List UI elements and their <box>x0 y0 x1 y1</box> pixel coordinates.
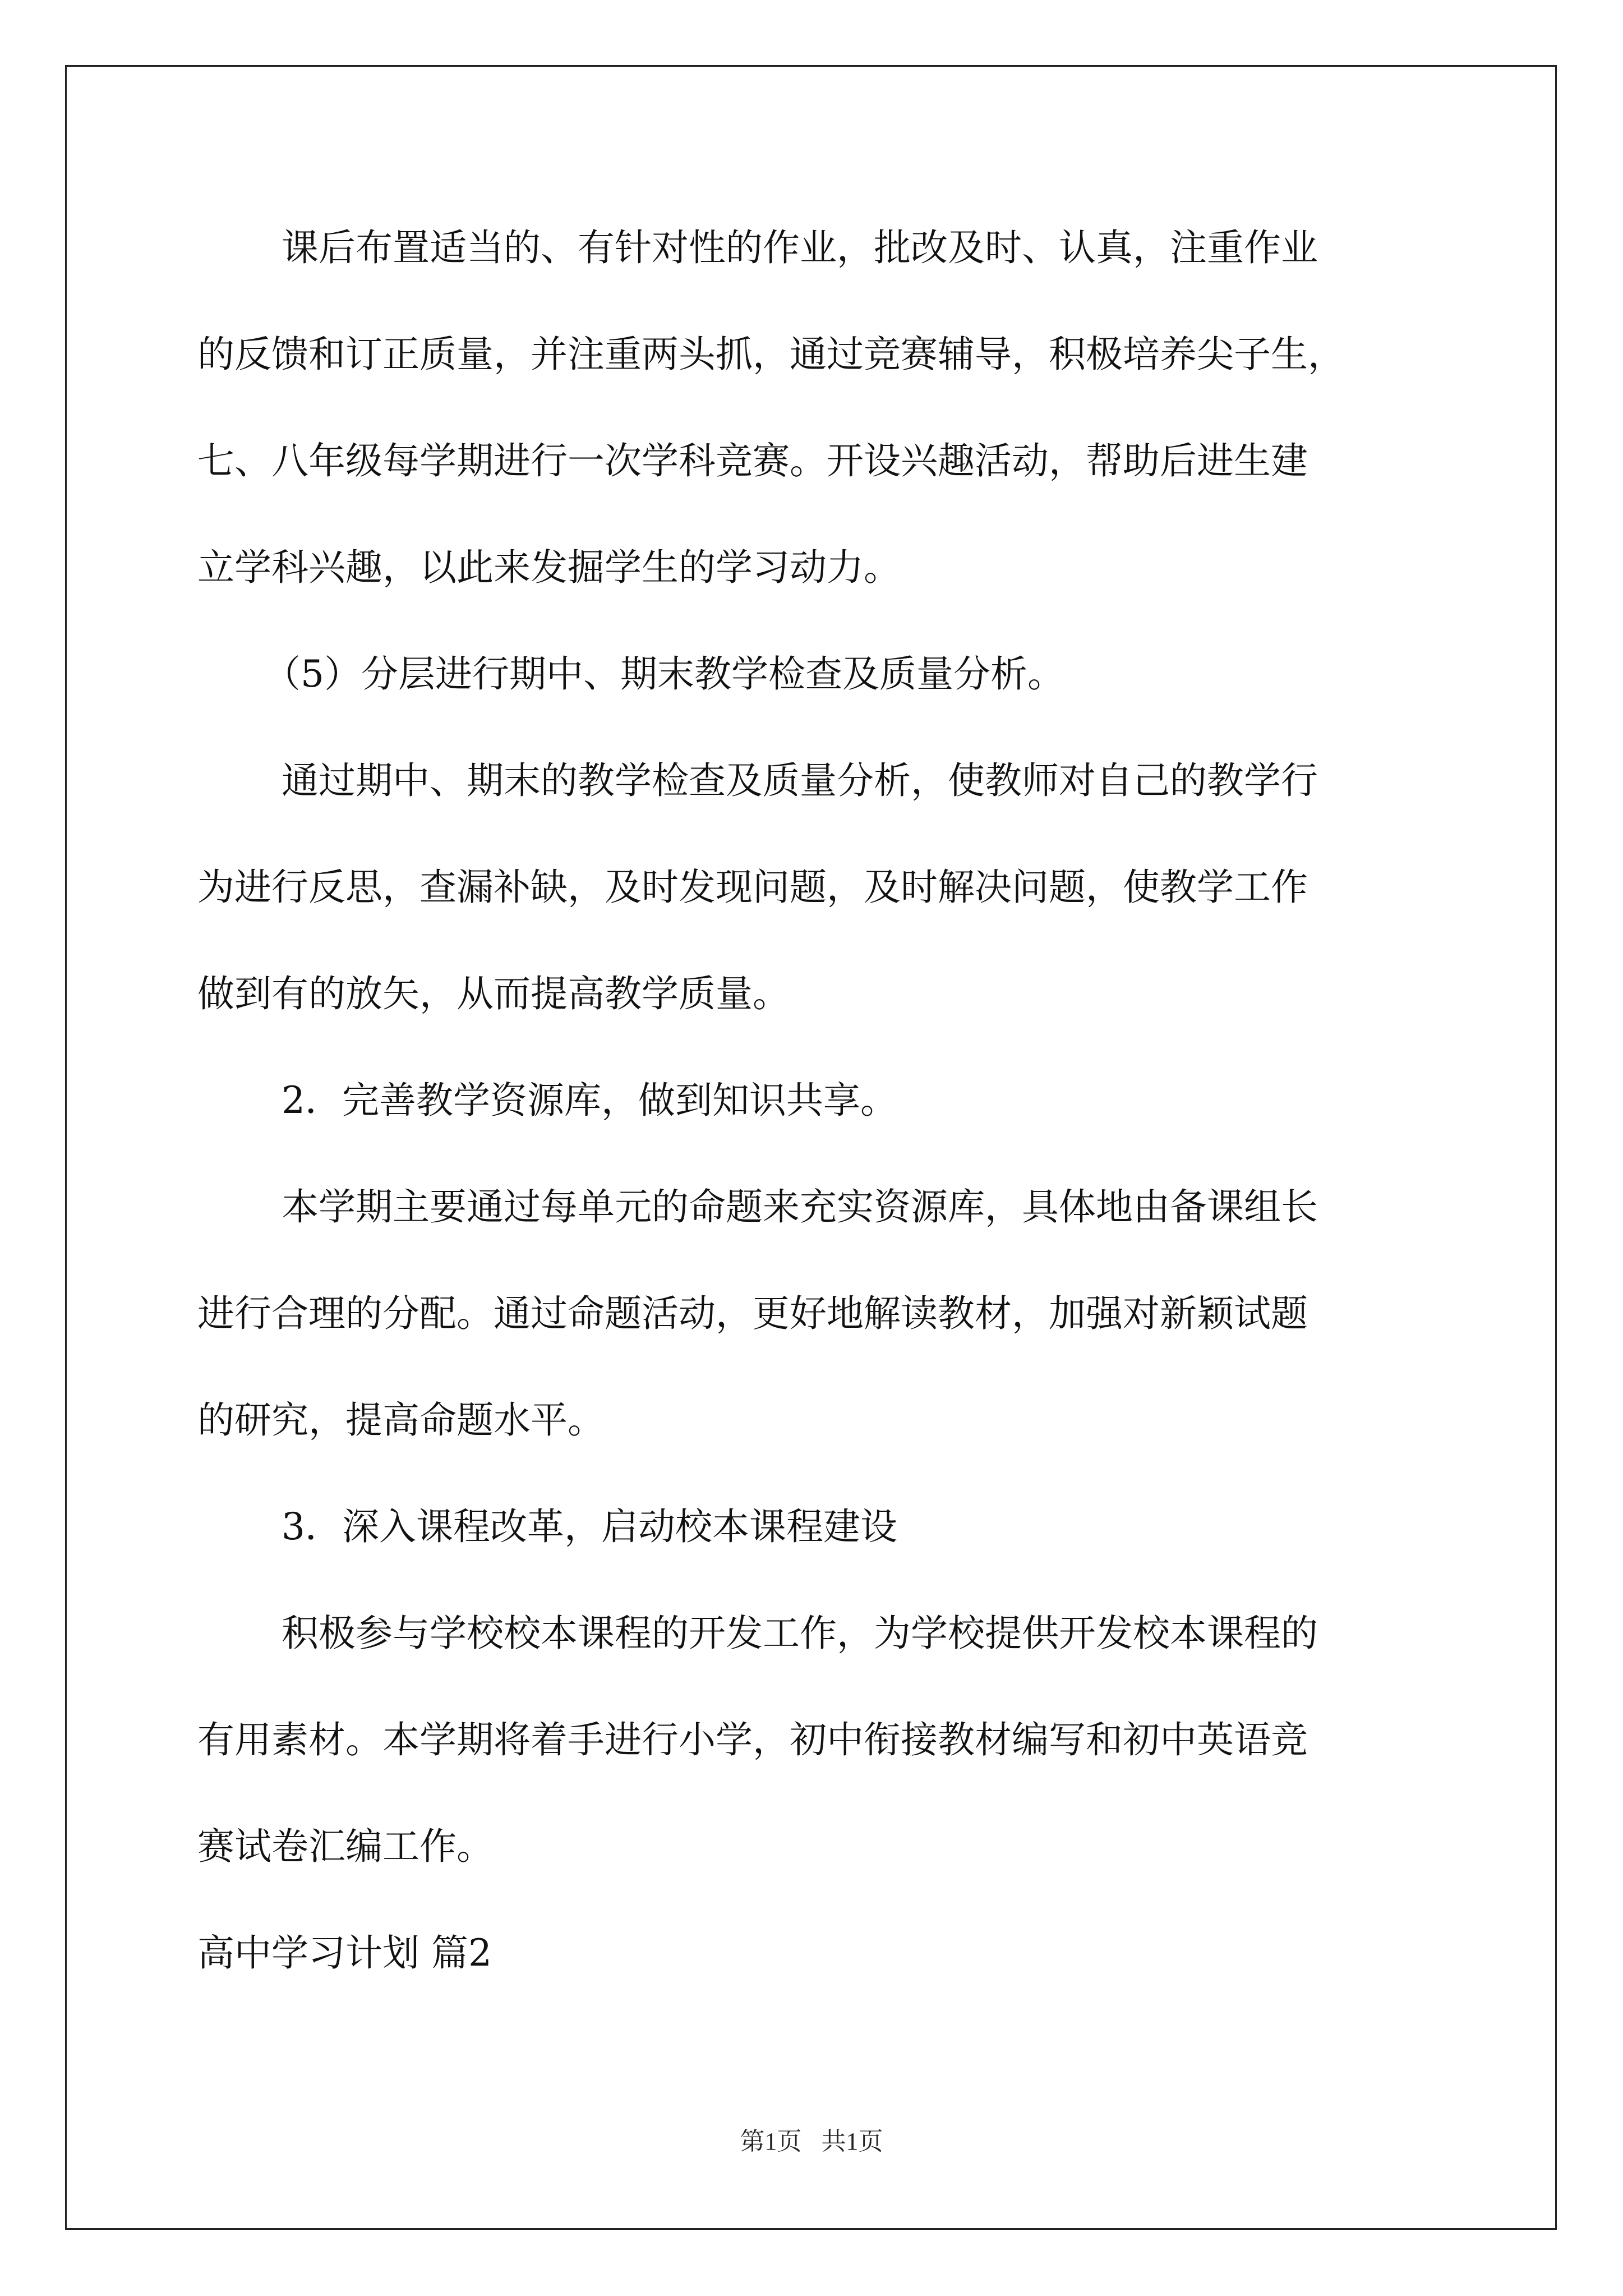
page-footer <box>0 2125 1623 2159</box>
document-heading: 高中学习计划 篇2 <box>197 1931 492 1975</box>
page-border <box>65 65 1557 2230</box>
section-heading: 2．完善教学资源库，做到知识共享。 <box>282 1079 897 1122</box>
paragraph-line: 积极参与学校校本课程的开发工作，为学校提供开发校本课程的 <box>282 1612 1318 1655</box>
paragraph-line: 进行合理的分配。通过命题活动，更好地解读教材，加强对新颖试题 <box>197 1292 1308 1335</box>
paragraph-line: 做到有的放矢，从而提高教学质量。 <box>197 972 790 1015</box>
paragraph-line: 有用素材。本学期将着手进行小学，初中衔接教材编写和初中英语竞 <box>197 1718 1308 1761</box>
paragraph-line: 通过期中、期末的教学检查及质量分析，使教师对自己的教学行 <box>282 759 1318 802</box>
paragraph-line: 赛试卷汇编工作。 <box>197 1825 494 1868</box>
paragraph-line: 课后布置适当的、有针对性的作业，批改及时、认真，注重作业 <box>282 226 1318 269</box>
paragraph-line: 的研究，提高命题水平。 <box>197 1398 605 1442</box>
paragraph-line: 七、八年级每学期进行一次学科竞赛。开设兴趣活动，帮助后进生建 <box>197 439 1308 482</box>
paragraph-line: （5）分层进行期中、期末教学检查及质量分析。 <box>264 652 1064 696</box>
paragraph-line: 本学期主要通过每单元的命题来充实资源库，具体地由备课组长 <box>282 1185 1318 1228</box>
section-heading: 3．深入课程改革，启动校本课程建设 <box>282 1505 897 1548</box>
paragraph-line: 立学科兴趣，以此来发掘学生的学习动力。 <box>197 546 901 589</box>
paragraph-line: 的反馈和订正质量，并注重两头抓，通过竞赛辅导，积极培养尖子生， <box>197 333 1345 376</box>
paragraph-line: 为进行反思，查漏补缺，及时发现问题，及时解决问题，使教学工作 <box>197 866 1308 909</box>
page-number: 第1页 <box>740 2128 802 2155</box>
page-total: 共1页 <box>821 2128 883 2155</box>
